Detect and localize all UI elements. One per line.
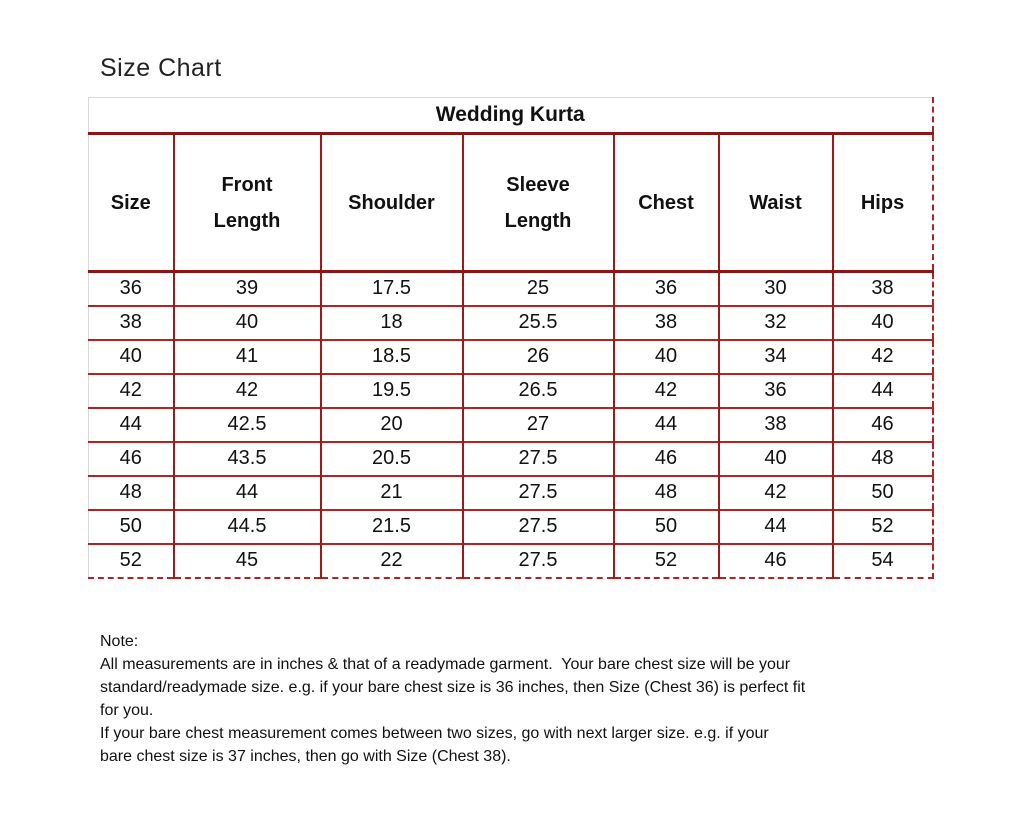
cell-shoulder: 21	[321, 476, 463, 510]
cell-hips: 40	[833, 306, 933, 340]
cell-size: 44	[89, 408, 174, 442]
cell-front-length: 42.5	[174, 408, 321, 442]
column-header-chest: Chest	[614, 134, 719, 272]
column-header-hips: Hips	[833, 134, 933, 272]
cell-waist: 30	[719, 272, 833, 306]
cell-sleeve-length: 26.5	[463, 374, 614, 408]
cell-waist: 32	[719, 306, 833, 340]
cell-hips: 52	[833, 510, 933, 544]
cell-chest: 38	[614, 306, 719, 340]
note-block	[100, 630, 960, 768]
cell-hips: 50	[833, 476, 933, 510]
table-row	[89, 306, 933, 340]
cell-hips: 54	[833, 544, 933, 578]
cell-shoulder: 20	[321, 408, 463, 442]
cell-sleeve-length: 25.5	[463, 306, 614, 340]
note-text-line: for you.	[100, 702, 154, 719]
cell-size: 46	[89, 442, 174, 476]
column-header-size: Size	[89, 134, 174, 272]
note-text-line: standard/readymade size. e.g. if your bare chest size is 36 inches, then Size (Chest 36) is perfect fit	[100, 679, 806, 696]
cell-hips: 46	[833, 408, 933, 442]
cell-size: 40	[89, 340, 174, 374]
cell-shoulder: 20.5	[321, 442, 463, 476]
cell-hips: 48	[833, 442, 933, 476]
cell-shoulder: 18.5	[321, 340, 463, 374]
cell-sleeve-length: 27.5	[463, 442, 614, 476]
cell-hips: 44	[833, 374, 933, 408]
cell-shoulder: 21.5	[321, 510, 463, 544]
cell-sleeve-length: 27.5	[463, 476, 614, 510]
table-header-row	[89, 134, 933, 272]
cell-chest: 46	[614, 442, 719, 476]
table-row	[89, 272, 933, 306]
table-row	[89, 510, 933, 544]
cell-front-length: 42	[174, 374, 321, 408]
cell-front-length: 45	[174, 544, 321, 578]
table-row	[89, 408, 933, 442]
note-text-line: bare chest size is 37 inches, then go with Size (Chest 38).	[100, 748, 511, 765]
cell-hips: 38	[833, 272, 933, 306]
cell-waist: 46	[719, 544, 833, 578]
cell-chest: 36	[614, 272, 719, 306]
cell-sleeve-length: 26	[463, 340, 614, 374]
column-header-waist: Waist	[719, 134, 833, 272]
cell-front-length: 43.5	[174, 442, 321, 476]
cell-chest: 42	[614, 374, 719, 408]
cell-shoulder: 19.5	[321, 374, 463, 408]
cell-front-length: 44	[174, 476, 321, 510]
column-header-shoulder: Shoulder	[321, 134, 463, 272]
cell-size: 52	[89, 544, 174, 578]
table-row	[89, 544, 933, 578]
cell-chest: 48	[614, 476, 719, 510]
cell-waist: 42	[719, 476, 833, 510]
note-text-line: All measurements are in inches & that of a readymade garment. Your bare chest size will be your	[100, 656, 791, 673]
cell-shoulder: 17.5	[321, 272, 463, 306]
table-row	[89, 442, 933, 476]
cell-hips: 42	[833, 340, 933, 374]
note-text-line: If your bare chest measurement comes between two sizes, go with next larger size. e.g. if your	[100, 725, 769, 742]
cell-sleeve-length: 27.5	[463, 510, 614, 544]
cell-sleeve-length: 27	[463, 408, 614, 442]
cell-size: 50	[89, 510, 174, 544]
cell-size: 48	[89, 476, 174, 510]
cell-size: 38	[89, 306, 174, 340]
cell-chest: 44	[614, 408, 719, 442]
cell-front-length: 40	[174, 306, 321, 340]
cell-sleeve-length: 27.5	[463, 544, 614, 578]
note-label: Note:	[100, 633, 139, 650]
cell-waist: 36	[719, 374, 833, 408]
cell-front-length: 39	[174, 272, 321, 306]
size-chart-table	[88, 97, 934, 579]
cell-front-length: 41	[174, 340, 321, 374]
table-row	[89, 340, 933, 374]
table-title-row	[89, 98, 933, 134]
column-header-sleeve-length: Sleeve Length	[463, 134, 614, 272]
table-row	[89, 374, 933, 408]
column-header-front-length: Front Length	[174, 134, 321, 272]
table-row	[89, 476, 933, 510]
table-title: Wedding Kurta	[89, 98, 933, 134]
cell-front-length: 44.5	[174, 510, 321, 544]
cell-shoulder: 18	[321, 306, 463, 340]
cell-size: 36	[89, 272, 174, 306]
cell-chest: 40	[614, 340, 719, 374]
cell-shoulder: 22	[321, 544, 463, 578]
cell-waist: 40	[719, 442, 833, 476]
page-title: Size Chart	[100, 54, 222, 82]
cell-size: 42	[89, 374, 174, 408]
cell-chest: 52	[614, 544, 719, 578]
cell-waist: 44	[719, 510, 833, 544]
cell-waist: 34	[719, 340, 833, 374]
cell-chest: 50	[614, 510, 719, 544]
cell-sleeve-length: 25	[463, 272, 614, 306]
cell-waist: 38	[719, 408, 833, 442]
